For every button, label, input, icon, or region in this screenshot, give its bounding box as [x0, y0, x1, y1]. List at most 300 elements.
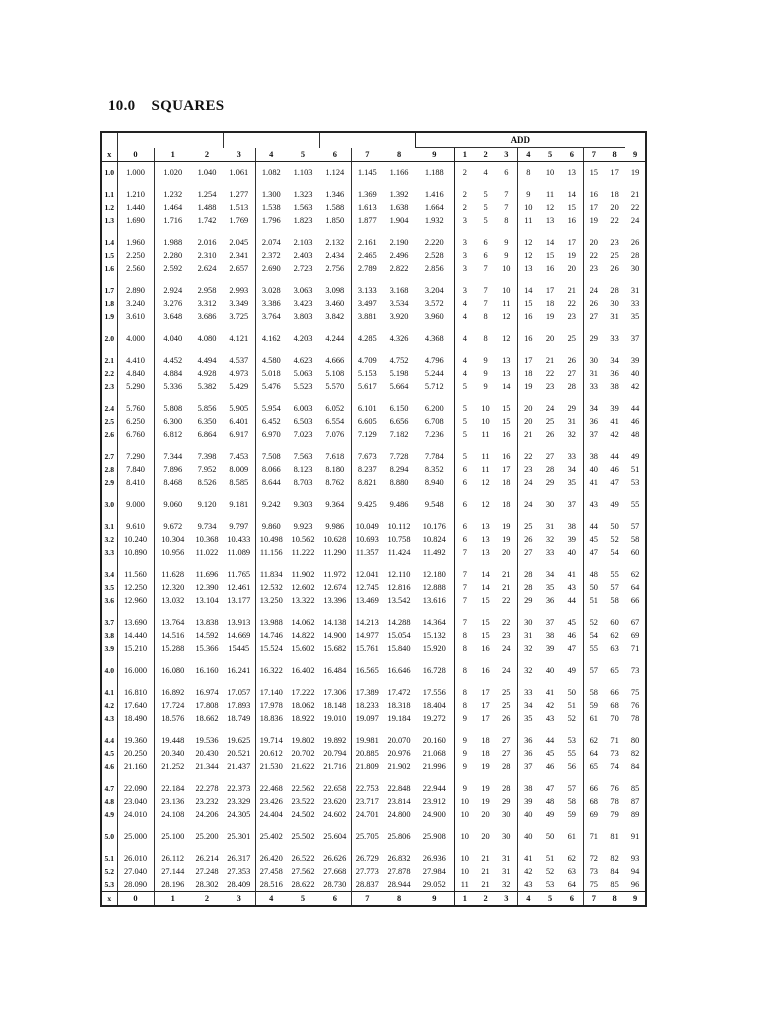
row-label: 1.9	[104, 312, 114, 321]
add-value: 80	[630, 736, 640, 745]
squares-table	[100, 131, 647, 907]
add-value: 55	[630, 500, 640, 509]
add-value: 34	[583, 402, 604, 415]
group-spacer	[101, 345, 646, 354]
table-row	[101, 476, 646, 489]
square-value: 1.392	[389, 190, 409, 199]
add-value: 13	[481, 548, 490, 557]
add-value: 82	[610, 854, 619, 863]
square-value: 1.742	[197, 216, 217, 225]
add-value: 7	[454, 568, 475, 581]
square-value: 3.204	[424, 286, 444, 295]
square-value: 3.610	[117, 310, 154, 323]
square-value: 10.824	[422, 535, 446, 544]
square-value: 13.469	[351, 594, 383, 607]
add-value: 49	[610, 500, 619, 509]
add-value: 10	[454, 830, 475, 843]
add-value: 12	[517, 236, 539, 249]
add-value: 51	[630, 465, 640, 474]
square-value: 6.150	[389, 404, 409, 413]
add-value: 4	[454, 354, 475, 367]
add-value: 63	[610, 644, 619, 653]
add-value: 19	[567, 251, 576, 260]
add-value: 44	[545, 736, 555, 745]
add-value: 7	[483, 264, 488, 273]
footer-x: x	[101, 892, 117, 907]
square-value: 9.486	[389, 500, 409, 509]
add-value: 9	[483, 382, 488, 391]
header-add-4: 5	[539, 148, 561, 162]
add-value: 7	[454, 616, 475, 629]
square-value: 3.240	[117, 297, 154, 310]
section-title: SQUARES	[151, 98, 225, 114]
square-value: 23.522	[291, 797, 315, 806]
add-value: 28	[517, 581, 539, 594]
add-value: 14	[481, 583, 490, 592]
square-value: 16.810	[117, 686, 154, 699]
add-value: 38	[567, 522, 576, 531]
group-spacer	[101, 559, 646, 568]
add-value: 69	[630, 631, 640, 640]
add-value: 55	[567, 749, 576, 758]
square-value: 21.996	[422, 762, 446, 771]
square-value: 10.956	[154, 546, 191, 559]
square-value: 19.184	[387, 714, 411, 723]
square-value: 24.206	[195, 810, 219, 819]
table-row	[101, 699, 646, 712]
add-value: 33	[517, 686, 539, 699]
add-value: 11	[481, 430, 490, 439]
square-value: 4.537	[229, 356, 249, 365]
table-row	[101, 808, 646, 821]
square-value: 20.070	[387, 736, 411, 745]
square-value: 25.604	[323, 832, 347, 841]
add-value: 37	[545, 618, 555, 627]
add-value: 39	[567, 535, 576, 544]
add-value: 66	[630, 596, 640, 605]
add-value: 58	[583, 686, 604, 699]
square-value: 3.276	[154, 297, 191, 310]
add-value: 26	[630, 238, 640, 247]
add-value: 7	[454, 546, 475, 559]
add-value: 24	[583, 284, 604, 297]
add-value: 32	[567, 430, 576, 439]
square-value: 8.940	[424, 478, 444, 487]
add-value: 30	[502, 832, 511, 841]
square-value: 12.745	[351, 581, 383, 594]
add-value: 45	[583, 533, 604, 546]
square-value: 9.548	[424, 500, 444, 509]
footer-col-7: 7	[351, 892, 383, 907]
square-value: 1.300	[255, 188, 287, 201]
add-value: 44	[630, 404, 640, 413]
square-value: 2.161	[351, 236, 383, 249]
add-value: 3	[454, 284, 475, 297]
row-label: 2.5	[104, 417, 114, 426]
square-value: 21.716	[323, 762, 347, 771]
square-value: 16.646	[387, 666, 411, 675]
square-value: 10.240	[117, 533, 154, 546]
square-value: 5.570	[325, 382, 345, 391]
header-col-9: 9	[415, 148, 454, 162]
square-value: 7.182	[389, 430, 409, 439]
square-value: 22.944	[422, 784, 446, 793]
add-value: 31	[502, 854, 511, 863]
footer-add-2: 3	[496, 892, 517, 907]
add-value: 84	[630, 762, 640, 771]
add-value: 46	[545, 762, 555, 771]
row-label: 2.4	[104, 404, 114, 413]
square-value: 1.716	[154, 214, 191, 227]
table-row	[101, 310, 646, 323]
add-value: 41	[567, 570, 576, 579]
add-value: 57	[583, 664, 604, 677]
table-row	[101, 734, 646, 747]
add-value: 56	[567, 762, 576, 771]
square-value: 4.162	[255, 332, 287, 345]
add-value: 63	[567, 867, 576, 876]
add-value: 9	[454, 782, 475, 795]
square-value: 5.617	[351, 380, 383, 393]
add-value: 20	[583, 236, 604, 249]
square-value: 13.764	[154, 616, 191, 629]
square-value: 19.272	[422, 714, 446, 723]
add-value: 26	[567, 356, 576, 365]
add-value: 42	[517, 865, 539, 878]
square-value: 29.052	[422, 880, 446, 889]
square-value: 1.638	[389, 203, 409, 212]
add-value: 19	[502, 522, 511, 531]
square-value: 4.666	[325, 356, 345, 365]
row-label: 1.0	[104, 168, 114, 177]
row-label: 5.1	[104, 854, 114, 863]
table-row	[101, 450, 646, 463]
add-value: 60	[610, 618, 619, 627]
square-value: 3.168	[389, 286, 409, 295]
group-spacer	[101, 393, 646, 402]
square-value: 15.132	[422, 631, 446, 640]
square-value: 18.662	[195, 714, 219, 723]
square-value: 13.616	[422, 596, 446, 605]
square-value: 11.424	[387, 548, 411, 557]
square-value: 14.440	[117, 629, 154, 642]
square-value: 26.010	[117, 852, 154, 865]
square-value: 6.350	[197, 417, 217, 426]
add-value: 73	[583, 865, 604, 878]
add-value: 52	[583, 616, 604, 629]
square-value: 6.554	[325, 417, 345, 426]
square-value: 22.468	[255, 782, 287, 795]
square-value: 8.180	[325, 465, 345, 474]
square-value: 28.196	[154, 878, 191, 892]
add-value: 71	[630, 644, 640, 653]
add-value: 14	[545, 238, 555, 247]
square-value: 1.988	[154, 236, 191, 249]
square-value: 17.389	[351, 686, 383, 699]
add-value: 46	[630, 417, 640, 426]
add-value: 8	[454, 629, 475, 642]
add-value: 65	[583, 760, 604, 773]
row-label: 4.6	[104, 762, 114, 771]
add-value: 27	[502, 749, 511, 758]
add-value: 11	[454, 878, 475, 892]
add-value: 12	[502, 312, 511, 321]
add-value: 39	[545, 644, 555, 653]
square-value: 15.761	[351, 642, 383, 655]
add-value: 20	[545, 334, 555, 343]
add-value: 35	[545, 583, 555, 592]
square-value: 22.848	[387, 784, 411, 793]
square-value: 2.372	[255, 249, 287, 262]
square-value: 10.112	[387, 522, 411, 531]
square-value: 11.696	[195, 570, 219, 579]
square-value: 4.840	[117, 367, 154, 380]
add-value: 96	[630, 880, 640, 889]
add-value: 31	[545, 522, 555, 531]
add-value: 40	[567, 548, 576, 557]
add-value: 27	[567, 369, 576, 378]
square-value: 15.524	[255, 642, 287, 655]
square-value: 14.746	[255, 629, 287, 642]
add-value: 44	[583, 520, 604, 533]
add-value: 78	[610, 797, 619, 806]
add-value: 18	[545, 299, 555, 308]
square-value: 4.580	[255, 354, 287, 367]
add-value: 6	[454, 476, 475, 489]
square-value: 26.214	[195, 854, 219, 863]
add-value: 30	[583, 354, 604, 367]
add-value: 43	[583, 498, 604, 511]
row-label: 1.6	[104, 264, 114, 273]
square-value: 21.437	[227, 762, 251, 771]
add-value: 6	[483, 251, 488, 260]
add-value: 38	[545, 631, 555, 640]
square-value: 2.723	[293, 264, 313, 273]
add-value: 25	[545, 417, 555, 426]
square-value: 12.180	[422, 570, 446, 579]
square-value: 10.628	[323, 535, 347, 544]
add-value: 8	[504, 216, 509, 225]
square-value: 1.124	[325, 168, 345, 177]
row-label: 2.9	[104, 478, 114, 487]
square-value: 24.305	[227, 810, 251, 819]
square-value: 2.657	[229, 264, 249, 273]
add-value: 44	[610, 452, 619, 461]
square-value: 3.534	[389, 299, 409, 308]
square-value: 12.674	[323, 583, 347, 592]
add-value: 14	[517, 284, 539, 297]
square-value: 25.200	[195, 832, 219, 841]
square-value: 14.977	[351, 629, 383, 642]
add-value: 18	[517, 367, 539, 380]
square-value: 1.769	[229, 216, 249, 225]
square-value: 15.682	[323, 644, 347, 653]
square-value: 1.664	[424, 203, 444, 212]
square-value: 27.668	[323, 867, 347, 876]
square-value: 26.832	[387, 854, 411, 863]
square-value: 16.080	[154, 664, 191, 677]
square-value: 14.592	[195, 631, 219, 640]
header-col-3: 3	[223, 148, 255, 162]
square-value: 4.452	[154, 354, 191, 367]
square-value: 5.808	[154, 402, 191, 415]
add-value: 19	[583, 214, 604, 227]
square-value: 12.250	[117, 581, 154, 594]
row-label: 1.1	[104, 190, 114, 199]
square-value: 19.892	[323, 736, 347, 745]
square-value: 3.497	[351, 297, 383, 310]
row-label: 1.7	[104, 286, 114, 295]
add-value: 64	[630, 583, 640, 592]
square-value: 5.760	[117, 402, 154, 415]
table-row	[101, 463, 646, 476]
square-value: 5.108	[325, 369, 345, 378]
add-value: 58	[610, 596, 619, 605]
square-value: 16.484	[323, 666, 347, 675]
square-value: 1.188	[424, 168, 444, 177]
square-value: 13.104	[195, 596, 219, 605]
square-value: 16.565	[351, 664, 383, 677]
square-value: 27.458	[255, 865, 287, 878]
square-value: 5.712	[424, 382, 444, 391]
square-value: 2.822	[389, 264, 409, 273]
square-value: 7.952	[197, 465, 217, 474]
add-value: 62	[567, 854, 576, 863]
square-value: 11.089	[227, 548, 251, 557]
square-value: 12.461	[227, 583, 251, 592]
add-value: 9	[454, 760, 475, 773]
add-value: 87	[630, 797, 640, 806]
add-value: 21	[481, 880, 490, 889]
table-row	[101, 865, 646, 878]
add-value: 85	[610, 880, 619, 889]
square-value: 9.860	[255, 520, 287, 533]
row-label: 4.5	[104, 749, 114, 758]
square-value: 17.808	[195, 701, 219, 710]
add-value: 53	[630, 478, 640, 487]
square-value: 2.924	[154, 284, 191, 297]
square-value: 21.809	[351, 760, 383, 773]
square-value: 2.496	[389, 251, 409, 260]
square-value: 26.522	[291, 854, 315, 863]
add-value: 5	[454, 428, 475, 441]
add-value: 18	[502, 478, 511, 487]
row-label: 3.7	[104, 618, 114, 627]
add-value: 20	[481, 832, 490, 841]
square-value: 5.336	[154, 380, 191, 393]
add-value: 57	[567, 784, 576, 793]
square-value: 12.602	[291, 583, 315, 592]
square-value: 14.364	[422, 618, 446, 627]
add-value: 81	[610, 832, 619, 841]
add-value: 11	[517, 214, 539, 227]
add-value: 22	[610, 216, 619, 225]
square-value: 12.888	[422, 583, 446, 592]
square-value: 22.658	[323, 784, 347, 793]
table-row	[101, 782, 646, 795]
square-value: 12.960	[117, 594, 154, 607]
square-value: 16.892	[154, 686, 191, 699]
add-value: 39	[630, 356, 640, 365]
square-value: 22.278	[195, 784, 219, 793]
square-value: 8.821	[351, 476, 383, 489]
row-label: 1.4	[104, 238, 114, 247]
square-value: 4.244	[325, 334, 345, 343]
add-value: 43	[545, 714, 555, 723]
square-value: 19.802	[291, 736, 315, 745]
row-label: 3.1	[104, 522, 114, 531]
square-value: 5.523	[293, 382, 313, 391]
square-value: 3.764	[255, 310, 287, 323]
add-value: 21	[517, 428, 539, 441]
footer-add-4: 5	[539, 892, 561, 907]
add-value: 10	[502, 286, 511, 295]
add-value: 58	[630, 535, 640, 544]
square-value: 2.074	[255, 236, 287, 249]
square-value: 13.177	[227, 596, 251, 605]
square-value: 12.041	[351, 568, 383, 581]
add-value: 48	[583, 568, 604, 581]
add-value: 34	[545, 570, 555, 579]
add-value: 21	[502, 583, 511, 592]
square-value: 17.140	[255, 686, 287, 699]
row-label: 4.3	[104, 714, 114, 723]
square-value: 8.123	[293, 465, 313, 474]
square-value: 15.602	[291, 644, 315, 653]
add-value: 42	[610, 430, 619, 439]
square-value: 20.160	[422, 736, 446, 745]
square-value: 6.101	[351, 402, 383, 415]
add-value: 32	[517, 664, 539, 677]
square-value: 24.602	[323, 810, 347, 819]
table-row	[101, 568, 646, 581]
square-value: 23.717	[351, 795, 383, 808]
table-row	[101, 201, 646, 214]
add-value: 12	[545, 203, 555, 212]
square-value: 23.912	[422, 797, 446, 806]
add-value: 79	[610, 810, 619, 819]
add-value: 82	[630, 749, 640, 758]
square-value: 11.560	[117, 568, 154, 581]
add-value: 21	[481, 867, 490, 876]
add-value: 26	[545, 430, 555, 439]
square-value: 14.516	[154, 629, 191, 642]
square-value: 8.526	[197, 478, 217, 487]
square-value: 10.368	[195, 535, 219, 544]
add-header: ADD	[415, 132, 625, 148]
table-row	[101, 878, 646, 892]
add-value: 43	[517, 878, 539, 892]
row-label: 3.6	[104, 596, 114, 605]
header-add-0: 1	[454, 148, 475, 162]
add-value: 57	[610, 583, 619, 592]
square-value: 6.708	[424, 417, 444, 426]
square-value: 12.320	[154, 581, 191, 594]
add-value: 19	[517, 380, 539, 393]
square-value: 17.306	[323, 688, 347, 697]
row-label: 4.7	[104, 784, 114, 793]
add-value: 16	[481, 666, 490, 675]
square-value: 4.709	[351, 354, 383, 367]
group-spacer	[101, 227, 646, 236]
add-value: 4	[454, 367, 475, 380]
square-value: 26.112	[154, 852, 191, 865]
add-value: 21	[502, 570, 511, 579]
square-value: 7.236	[424, 430, 444, 439]
square-value: 9.734	[197, 522, 217, 531]
add-value: 17	[481, 701, 490, 710]
add-value: 66	[610, 688, 619, 697]
